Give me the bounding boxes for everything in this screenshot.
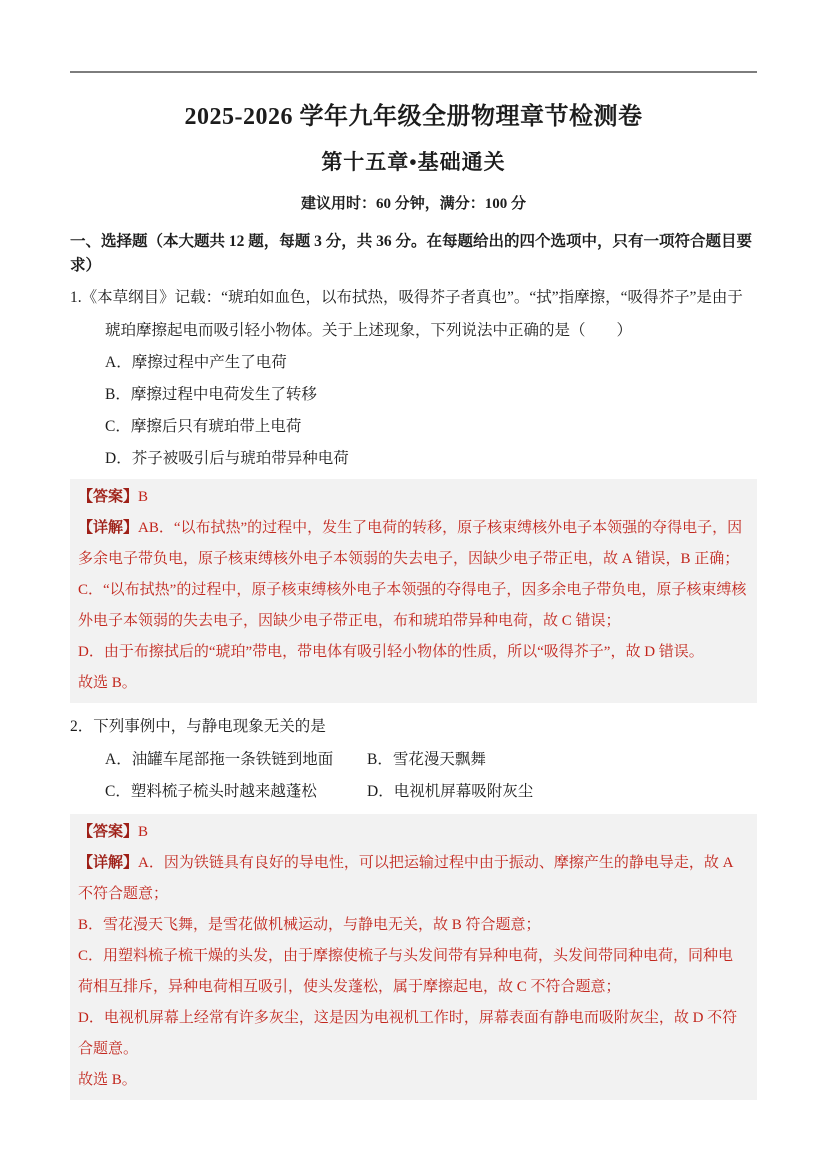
- question-2-stem: 2．下列事例中，与静电现象无关的是: [70, 718, 326, 735]
- q2-analysis-line-1: [78, 848, 747, 910]
- q2-conclusion: 故选 B。: [78, 1071, 137, 1088]
- q1-answer-line: [78, 482, 747, 513]
- q2-answer-value: B: [138, 823, 149, 840]
- exam-meta: 建议用时：60 分钟，满分：100 分: [300, 196, 526, 212]
- q1-analysis-line-3: D．由于布擦拭后的“琥珀”带电，带电体有吸引轻小物体的性质，所以“吸得芥子”，故 D 错误。: [78, 644, 704, 660]
- q2-analysis-line-3: C．用塑料梳子梳干燥的头发，由于摩擦使梳子与头发间带有异种电荷，头发间带同种电荷，同种电荷相互排斥，异种电荷相互吸引，使头发蓬松，属于摩擦起电，故 C 不符合题意；: [78, 947, 734, 995]
- section-heading: 一、选择题（本大题共 12 题，每题 3 分，共 36 分。在每题给出的四个选项中，只有一项符合题目要求）: [70, 233, 753, 274]
- q1-answer-label: 【答案】: [78, 489, 139, 505]
- question-2-options: [70, 744, 757, 808]
- q1-analysis-line-1: [78, 513, 747, 575]
- q1-option-d: D．芥子被吸引后与琥珀带异种电荷: [105, 450, 349, 467]
- q2-analysis-text-1: A．因为铁链具有良好的导电性，可以把运输过程中由于振动、摩擦产生的静电导走，故 A 不符合题意；: [78, 854, 733, 902]
- q2-option-a: A．油罐车尾部拖一条铁链到地面: [105, 750, 334, 768]
- q2-option-d: D．电视机屏幕吸附灰尘: [367, 782, 534, 800]
- answer-block-1: [70, 479, 757, 703]
- q1-analysis-line-2: C．“以布拭热”的过程中，原子核束缚核外电子本领强的夺得电子，因多余电子带负电，原子核束缚核外电子本领弱的失去电子，因缺少电子带正电，布和琥珀带异种电荷，故 C 错误；: [78, 582, 747, 629]
- q2-answer-label: 【答案】: [78, 823, 139, 840]
- question-1: [70, 282, 757, 475]
- q2-analysis-line-2: B．雪花漫天飞舞，是雪花做机械运动，与静电无关，故 B 符合题意；: [78, 916, 541, 933]
- q1-option-c: C．摩擦后只有琥珀带上电荷: [105, 418, 302, 435]
- q2-analysis-label: 【详解】: [78, 854, 139, 871]
- q1-option-a: A．摩擦过程中产生了电荷: [105, 354, 287, 371]
- question-1-options: [70, 347, 757, 475]
- q2-analysis-line-4: D．电视机屏幕上经常有许多灰尘，这是因为电视机工作时，屏幕表面有静电而吸附灰尘，故 D 不符合题意。: [78, 1009, 738, 1057]
- q1-analysis-text-1: AB．“以布拭热”的过程中，发生了电荷的转移，原子核束缚核外电子本领强的夺得电子，因多余电子带负电，原子核束缚核外电子本领弱的失去电子，因缺少电子带正电，故 A 错误，B 正确；: [78, 520, 743, 567]
- question-2: [70, 711, 757, 808]
- answer-block-2: [70, 814, 757, 1100]
- question-1-stem: 1.《本草纲目》记载：“琥珀如血色，以布拭热，吸得芥子者真也”。“拭”指摩擦，“吸得芥子”是由于琥珀摩擦起电而吸引轻小物体。关于上述现象，下列说法中正确的是（ ）: [70, 289, 743, 339]
- header-divider: [70, 71, 757, 73]
- q2-option-c: C．塑料梳子梳头时越来越蓬松: [105, 782, 317, 800]
- page-subtitle: 第十五章•基础通关: [321, 150, 506, 174]
- q1-answer-value: B: [138, 489, 149, 505]
- q2-option-b: B．雪花漫天飘舞: [367, 750, 486, 768]
- page-title: 2025-2026 学年九年级全册物理章节检测卷: [184, 104, 643, 130]
- q1-option-b: B．摩擦过程中电荷发生了转移: [105, 386, 317, 403]
- q1-conclusion: 故选 B。: [78, 675, 137, 691]
- q1-analysis-label: 【详解】: [78, 520, 139, 536]
- q2-answer-line: [78, 817, 747, 848]
